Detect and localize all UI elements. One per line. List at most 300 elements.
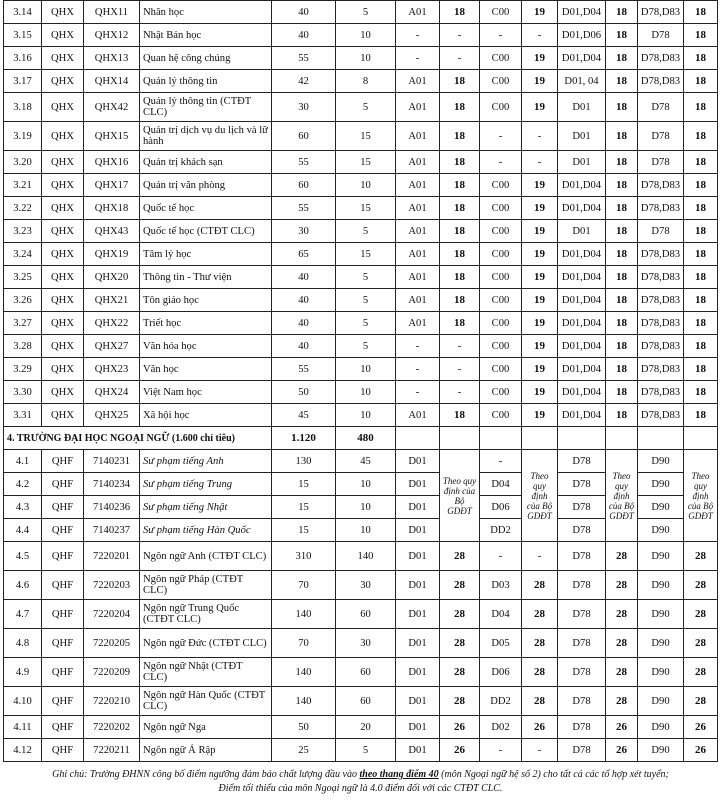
- score-4-cell: 18: [684, 335, 718, 358]
- major-code-cell: QHX22: [84, 312, 140, 335]
- combo-2-cell: -: [480, 24, 522, 47]
- combo-1-cell: A01: [396, 70, 440, 93]
- empty-cell: [522, 427, 558, 450]
- score-2-cell: 19: [522, 70, 558, 93]
- major-code-cell: 7140236: [84, 496, 140, 519]
- combo-2-cell: -: [480, 542, 522, 571]
- combo-1-cell: A01: [396, 174, 440, 197]
- table-row: [4, 1, 718, 24]
- score-3-cell: 26: [606, 716, 638, 739]
- combo-1-cell: D01: [396, 600, 440, 629]
- score-1-cell: 18: [440, 151, 480, 174]
- major-name-cell: Sư phạm tiếng Anh: [140, 450, 272, 473]
- quota-2-cell: 5: [336, 739, 396, 762]
- major-code-cell: 7140231: [84, 450, 140, 473]
- combo-3-cell: D01,D04: [558, 243, 606, 266]
- combo-2-cell: -: [480, 122, 522, 151]
- major-name-cell: Quản lý thông tin: [140, 70, 272, 93]
- school-code-cell: QHF: [42, 658, 84, 687]
- quota-2-cell: 8: [336, 70, 396, 93]
- quota-2-cell: 5: [336, 1, 396, 24]
- major-code-cell: QHX18: [84, 197, 140, 220]
- score-3-cell: 18: [606, 289, 638, 312]
- score-4-cell: 18: [684, 197, 718, 220]
- quota-2-cell: 10: [336, 381, 396, 404]
- stt-cell: 3.29: [4, 358, 42, 381]
- combo-4-cell: D78,D83: [638, 358, 684, 381]
- score-2-cell: 19: [522, 1, 558, 24]
- quota-2-cell: 5: [336, 220, 396, 243]
- school-code-cell: QHX: [42, 220, 84, 243]
- combo-4-cell: D90: [638, 450, 684, 473]
- major-code-cell: QHX14: [84, 70, 140, 93]
- combo-1-cell: D01: [396, 658, 440, 687]
- footnote-line-2: Điểm tối thiểu của môn Ngoại ngữ là 4.0 điểm đối với các CTĐT CLC.: [219, 783, 503, 794]
- combo-4-cell: D90: [638, 629, 684, 658]
- major-name-cell: Ngôn ngữ Trung Quốc (CTĐT CLC): [140, 600, 272, 629]
- combo-3-cell: D78: [558, 600, 606, 629]
- score-3-cell: 18: [606, 243, 638, 266]
- school-code-cell: QHX: [42, 312, 84, 335]
- score-1-cell: 28: [440, 687, 480, 716]
- table-row: [4, 335, 718, 358]
- school-code-cell: QHX: [42, 24, 84, 47]
- school-code-cell: QHX: [42, 151, 84, 174]
- major-name-cell: Ngôn ngữ Đức (CTĐT CLC): [140, 629, 272, 658]
- quota-2-cell: 30: [336, 571, 396, 600]
- score-4-cell: 18: [684, 266, 718, 289]
- rule-note-cell: Theo quy định của Bộ GDĐT: [440, 450, 480, 542]
- score-1-cell: -: [440, 358, 480, 381]
- combo-1-cell: D01: [396, 629, 440, 658]
- score-3-cell: 28: [606, 687, 638, 716]
- combo-3-cell: D01,D06: [558, 24, 606, 47]
- score-1-cell: 18: [440, 312, 480, 335]
- score-2-cell: 19: [522, 220, 558, 243]
- score-3-cell: 18: [606, 1, 638, 24]
- combo-3-cell: D01,D04: [558, 47, 606, 70]
- combo-1-cell: D01: [396, 739, 440, 762]
- stt-cell: 3.21: [4, 174, 42, 197]
- combo-1-cell: A01: [396, 243, 440, 266]
- major-name-cell: Quan hệ công chúng: [140, 47, 272, 70]
- combo-4-cell: D78,D83: [638, 289, 684, 312]
- major-name-cell: Xã hội học: [140, 404, 272, 427]
- quota-1-cell: 140: [272, 658, 336, 687]
- combo-2-cell: D05: [480, 629, 522, 658]
- score-2-cell: -: [522, 542, 558, 571]
- score-2-cell: 28: [522, 629, 558, 658]
- score-4-cell: 18: [684, 312, 718, 335]
- combo-2-cell: C00: [480, 335, 522, 358]
- school-code-cell: QHX: [42, 174, 84, 197]
- combo-1-cell: D01: [396, 687, 440, 716]
- major-name-cell: Nhật Bản học: [140, 24, 272, 47]
- table-row: [4, 312, 718, 335]
- major-code-cell: 7140237: [84, 519, 140, 542]
- combo-1-cell: A01: [396, 312, 440, 335]
- stt-cell: 3.18: [4, 93, 42, 122]
- table-row: [4, 47, 718, 70]
- table-row: [4, 289, 718, 312]
- score-1-cell: 26: [440, 716, 480, 739]
- score-1-cell: 18: [440, 243, 480, 266]
- combo-4-cell: D90: [638, 600, 684, 629]
- score-4-cell: 18: [684, 151, 718, 174]
- stt-cell: 4.9: [4, 658, 42, 687]
- combo-2-cell: D06: [480, 658, 522, 687]
- school-code-cell: QHF: [42, 600, 84, 629]
- major-code-cell: 7220211: [84, 739, 140, 762]
- combo-3-cell: D78: [558, 739, 606, 762]
- table-row: [4, 93, 718, 122]
- score-2-cell: -: [522, 24, 558, 47]
- score-3-cell: 26: [606, 739, 638, 762]
- score-2-cell: 19: [522, 266, 558, 289]
- stt-cell: 3.31: [4, 404, 42, 427]
- school-code-cell: QHF: [42, 629, 84, 658]
- major-code-cell: 7220201: [84, 542, 140, 571]
- school-code-cell: QHX: [42, 122, 84, 151]
- score-4-cell: 28: [684, 600, 718, 629]
- score-1-cell: -: [440, 381, 480, 404]
- quota-1-cell: 40: [272, 335, 336, 358]
- combo-4-cell: D78,D83: [638, 174, 684, 197]
- quota-1-cell: 15: [272, 473, 336, 496]
- stt-cell: 4.1: [4, 450, 42, 473]
- major-code-cell: 7140234: [84, 473, 140, 496]
- major-code-cell: QHX20: [84, 266, 140, 289]
- major-code-cell: 7220202: [84, 716, 140, 739]
- school-code-cell: QHX: [42, 335, 84, 358]
- combo-4-cell: D78: [638, 122, 684, 151]
- score-1-cell: -: [440, 47, 480, 70]
- score-3-cell: 18: [606, 47, 638, 70]
- score-3-cell: 18: [606, 24, 638, 47]
- quota-1-cell: 60: [272, 122, 336, 151]
- major-code-cell: QHX15: [84, 122, 140, 151]
- score-2-cell: -: [522, 151, 558, 174]
- quota-1-cell: 140: [272, 600, 336, 629]
- major-code-cell: QHX12: [84, 24, 140, 47]
- quota-2-cell: 15: [336, 197, 396, 220]
- score-4-cell: 18: [684, 243, 718, 266]
- major-name-cell: Ngôn ngữ Anh (CTĐT CLC): [140, 542, 272, 571]
- table-row: [4, 220, 718, 243]
- combo-3-cell: D78: [558, 658, 606, 687]
- combo-4-cell: D78: [638, 220, 684, 243]
- rule-note-cell: Theo quy định của Bộ GDĐT: [684, 450, 718, 542]
- combo-2-cell: C00: [480, 266, 522, 289]
- stt-cell: 3.30: [4, 381, 42, 404]
- quota-2-cell: 5: [336, 312, 396, 335]
- stt-cell: 4.4: [4, 519, 42, 542]
- major-code-cell: QHX16: [84, 151, 140, 174]
- major-code-cell: QHX23: [84, 358, 140, 381]
- table-row: [4, 358, 718, 381]
- combo-4-cell: D90: [638, 571, 684, 600]
- combo-1-cell: A01: [396, 151, 440, 174]
- table-row: [4, 600, 718, 629]
- quota-1-cell: 60: [272, 174, 336, 197]
- score-3-cell: 18: [606, 381, 638, 404]
- combo-4-cell: D78,D83: [638, 266, 684, 289]
- stt-cell: 3.15: [4, 24, 42, 47]
- quota-1-cell: 40: [272, 266, 336, 289]
- quota-1-cell: 70: [272, 629, 336, 658]
- footnote-part-2: (môn Ngoại ngữ hệ số 2) cho tất cả các tổ hợp xét tuyển;: [439, 769, 669, 780]
- score-2-cell: 19: [522, 404, 558, 427]
- major-code-cell: QHX11: [84, 1, 140, 24]
- major-name-cell: Tâm lý học: [140, 243, 272, 266]
- major-code-cell: QHX19: [84, 243, 140, 266]
- quota-1-cell: 50: [272, 381, 336, 404]
- combo-1-cell: A01: [396, 404, 440, 427]
- table-row: [4, 174, 718, 197]
- major-name-cell: Văn hóa học: [140, 335, 272, 358]
- quota-1-cell: 55: [272, 197, 336, 220]
- combo-2-cell: C00: [480, 174, 522, 197]
- major-code-cell: 7220210: [84, 687, 140, 716]
- quota-2-cell: 10: [336, 174, 396, 197]
- school-code-cell: QHX: [42, 47, 84, 70]
- combo-4-cell: D78,D83: [638, 335, 684, 358]
- score-2-cell: 19: [522, 197, 558, 220]
- score-1-cell: 18: [440, 70, 480, 93]
- combo-4-cell: D78: [638, 24, 684, 47]
- quota-2-cell: 30: [336, 629, 396, 658]
- table-row: [4, 571, 718, 600]
- school-code-cell: QHF: [42, 716, 84, 739]
- quota-2-cell: 10: [336, 47, 396, 70]
- combo-3-cell: D01,D04: [558, 1, 606, 24]
- quota-1-cell: 55: [272, 47, 336, 70]
- stt-cell: 4.5: [4, 542, 42, 571]
- empty-cell: [606, 427, 638, 450]
- combo-3-cell: D01: [558, 122, 606, 151]
- score-4-cell: 18: [684, 289, 718, 312]
- quota-1-cell: 42: [272, 70, 336, 93]
- score-3-cell: 28: [606, 542, 638, 571]
- school-code-cell: QHF: [42, 542, 84, 571]
- empty-cell: [480, 427, 522, 450]
- combo-2-cell: -: [480, 151, 522, 174]
- major-name-cell: Văn học: [140, 358, 272, 381]
- score-4-cell: 18: [684, 1, 718, 24]
- empty-cell: [440, 427, 480, 450]
- combo-3-cell: D78: [558, 687, 606, 716]
- school-code-cell: QHX: [42, 243, 84, 266]
- school-code-cell: QHF: [42, 571, 84, 600]
- major-name-cell: Ngôn ngữ Pháp (CTĐT CLC): [140, 571, 272, 600]
- combo-1-cell: A01: [396, 197, 440, 220]
- score-3-cell: 18: [606, 174, 638, 197]
- school-code-cell: QHF: [42, 450, 84, 473]
- quota-1-cell: 40: [272, 24, 336, 47]
- quota-1-cell: 70: [272, 571, 336, 600]
- quota-1-cell: 15: [272, 519, 336, 542]
- quota-2-cell: 15: [336, 243, 396, 266]
- combo-1-cell: -: [396, 335, 440, 358]
- stt-cell: 3.25: [4, 266, 42, 289]
- score-1-cell: 18: [440, 1, 480, 24]
- score-1-cell: 18: [440, 174, 480, 197]
- combo-3-cell: D78: [558, 629, 606, 658]
- combo-1-cell: A01: [396, 266, 440, 289]
- combo-3-cell: D78: [558, 571, 606, 600]
- combo-3-cell: D78: [558, 519, 606, 542]
- major-name-cell: Ngôn ngữ Ả Rập: [140, 739, 272, 762]
- combo-1-cell: A01: [396, 93, 440, 122]
- combo-4-cell: D90: [638, 739, 684, 762]
- quota-2-cell: 5: [336, 289, 396, 312]
- combo-1-cell: -: [396, 24, 440, 47]
- score-4-cell: 28: [684, 687, 718, 716]
- combo-1-cell: A01: [396, 289, 440, 312]
- combo-3-cell: D78: [558, 496, 606, 519]
- table-row: [4, 151, 718, 174]
- major-name-cell: Ngôn ngữ Nga: [140, 716, 272, 739]
- score-1-cell: 28: [440, 629, 480, 658]
- combo-1-cell: D01: [396, 473, 440, 496]
- quota-2-cell: 20: [336, 716, 396, 739]
- combo-3-cell: D01, 04: [558, 70, 606, 93]
- table-row: [4, 24, 718, 47]
- combo-2-cell: C00: [480, 289, 522, 312]
- combo-3-cell: D01,D04: [558, 312, 606, 335]
- score-2-cell: 19: [522, 381, 558, 404]
- major-code-cell: 7220205: [84, 629, 140, 658]
- stt-cell: 3.27: [4, 312, 42, 335]
- quota-2-cell: 60: [336, 600, 396, 629]
- score-4-cell: 18: [684, 122, 718, 151]
- score-2-cell: -: [522, 739, 558, 762]
- combo-4-cell: D90: [638, 716, 684, 739]
- quota-1-cell: 15: [272, 496, 336, 519]
- combo-4-cell: D90: [638, 519, 684, 542]
- table-row: [4, 658, 718, 687]
- quota-2-cell: 5: [336, 93, 396, 122]
- combo-2-cell: DD2: [480, 687, 522, 716]
- stt-cell: 3.22: [4, 197, 42, 220]
- table-row: [4, 122, 718, 151]
- combo-2-cell: D04: [480, 600, 522, 629]
- score-2-cell: 19: [522, 358, 558, 381]
- combo-2-cell: DD2: [480, 519, 522, 542]
- major-name-cell: Quản trị khách sạn: [140, 151, 272, 174]
- combo-3-cell: D01,D04: [558, 404, 606, 427]
- quota-1-cell: 130: [272, 450, 336, 473]
- quota-1-cell: 45: [272, 404, 336, 427]
- score-2-cell: 19: [522, 289, 558, 312]
- score-4-cell: 26: [684, 716, 718, 739]
- combo-4-cell: D78,D83: [638, 70, 684, 93]
- major-name-cell: Ngôn ngữ Nhật (CTĐT CLC): [140, 658, 272, 687]
- major-code-cell: QHX27: [84, 335, 140, 358]
- score-1-cell: 28: [440, 542, 480, 571]
- combo-1-cell: -: [396, 381, 440, 404]
- quota-2-cell: 45: [336, 450, 396, 473]
- major-name-cell: Nhân học: [140, 1, 272, 24]
- score-1-cell: -: [440, 335, 480, 358]
- school-code-cell: QHF: [42, 519, 84, 542]
- school-code-cell: QHX: [42, 358, 84, 381]
- score-3-cell: 18: [606, 122, 638, 151]
- major-name-cell: Ngôn ngữ Hàn Quốc (CTĐT CLC): [140, 687, 272, 716]
- major-name-cell: Quốc tế học: [140, 197, 272, 220]
- stt-cell: 4.3: [4, 496, 42, 519]
- combo-2-cell: C00: [480, 197, 522, 220]
- stt-cell: 3.20: [4, 151, 42, 174]
- combo-3-cell: D01,D04: [558, 289, 606, 312]
- stt-cell: 4.6: [4, 571, 42, 600]
- table-row: [4, 629, 718, 658]
- combo-2-cell: C00: [480, 404, 522, 427]
- quota-2-cell: 5: [336, 335, 396, 358]
- school-code-cell: QHX: [42, 266, 84, 289]
- major-code-cell: 7220209: [84, 658, 140, 687]
- score-4-cell: 18: [684, 404, 718, 427]
- major-name-cell: Quốc tế học (CTĐT CLC): [140, 220, 272, 243]
- quota-2-cell: 10: [336, 519, 396, 542]
- school-code-cell: QHF: [42, 739, 84, 762]
- score-4-cell: 18: [684, 174, 718, 197]
- score-3-cell: 18: [606, 404, 638, 427]
- quota-2-cell: 10: [336, 24, 396, 47]
- score-4-cell: 18: [684, 381, 718, 404]
- score-1-cell: 18: [440, 197, 480, 220]
- score-2-cell: 28: [522, 571, 558, 600]
- combo-2-cell: C00: [480, 93, 522, 122]
- quota-2-cell: 10: [336, 496, 396, 519]
- quota-1-cell: 55: [272, 358, 336, 381]
- score-4-cell: 26: [684, 739, 718, 762]
- quota-1-cell: 30: [272, 220, 336, 243]
- combo-3-cell: D01: [558, 93, 606, 122]
- combo-2-cell: C00: [480, 243, 522, 266]
- major-name-cell: Sư phạm tiếng Nhật: [140, 496, 272, 519]
- combo-4-cell: D78,D83: [638, 197, 684, 220]
- footnote-emphasis: theo thang điểm 40: [359, 769, 438, 780]
- section-header-row: [4, 427, 718, 450]
- quota-2-cell: 10: [336, 404, 396, 427]
- table-row: [4, 687, 718, 716]
- combo-1-cell: D01: [396, 450, 440, 473]
- rule-note-cell: Theo quy định của Bộ GDĐT: [606, 450, 638, 542]
- score-2-cell: 26: [522, 716, 558, 739]
- major-code-cell: QHX17: [84, 174, 140, 197]
- combo-4-cell: D78: [638, 151, 684, 174]
- combo-4-cell: D90: [638, 542, 684, 571]
- stt-cell: 3.14: [4, 1, 42, 24]
- quota-1-cell: 30: [272, 93, 336, 122]
- score-2-cell: 19: [522, 47, 558, 70]
- score-3-cell: 18: [606, 220, 638, 243]
- combo-2-cell: C00: [480, 381, 522, 404]
- school-code-cell: QHF: [42, 496, 84, 519]
- combo-4-cell: D90: [638, 496, 684, 519]
- section-title: 4. TRƯỜNG ĐẠI HỌC NGOẠI NGỮ (1.600 chỉ tiêu): [4, 427, 272, 450]
- quota-2-cell: 60: [336, 658, 396, 687]
- score-3-cell: 18: [606, 70, 638, 93]
- major-code-cell: 7220204: [84, 600, 140, 629]
- table-row: [4, 381, 718, 404]
- stt-cell: 3.26: [4, 289, 42, 312]
- score-2-cell: 19: [522, 335, 558, 358]
- school-code-cell: QHF: [42, 687, 84, 716]
- score-1-cell: 18: [440, 93, 480, 122]
- combo-3-cell: D78: [558, 473, 606, 496]
